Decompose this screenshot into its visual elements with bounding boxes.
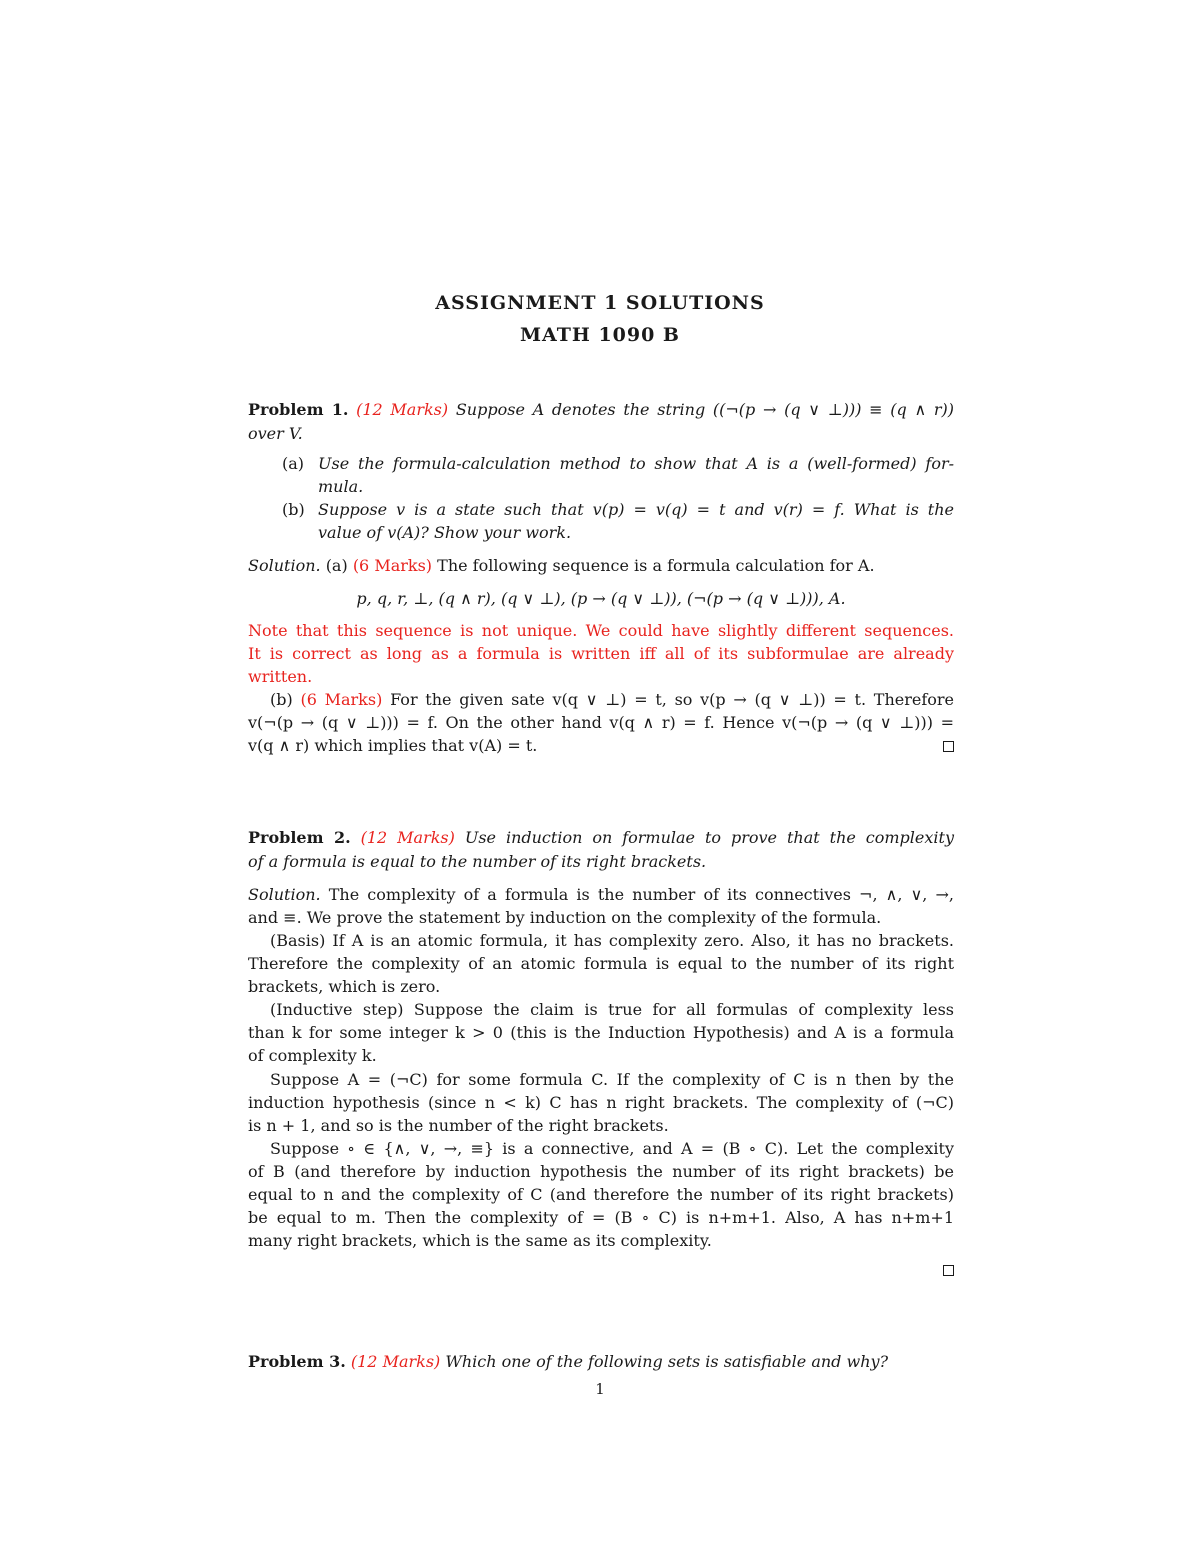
solution-label: Solution. bbox=[248, 556, 321, 575]
qed-square-icon bbox=[943, 1265, 954, 1276]
inductive-line-1: (Inductive step) Suppose the claim is true for all formulas of complexity less bbox=[270, 1000, 954, 1019]
part-a-line-1: Use the formula-calculation method to show that A is a (well-formed) for- bbox=[318, 454, 954, 473]
solution-label: Solution. bbox=[248, 885, 321, 904]
part-b-line-1: Suppose v is a state such that v(p) = v(q) = t and v(r) = f. What is the bbox=[318, 500, 954, 519]
problem-1-statement: Suppose A denotes the string ((¬(p → (q ∨ ⊥))) ≡ (q ∧ r)) bbox=[455, 400, 954, 419]
solution-2-text: The complexity of a formula is the number of its connectives ¬, ∧, ∨, →, bbox=[328, 885, 954, 904]
basis-line-3: brackets, which is zero. bbox=[248, 977, 441, 996]
negation-case-line-1: Suppose A = (¬C) for some formula C. If the complexity of C is n then by the bbox=[270, 1070, 954, 1089]
negation-case-line-2: induction hypothesis (since n < k) C has n right brackets. The complexity of (¬C) bbox=[248, 1093, 954, 1112]
solution-part-b-line-1 bbox=[248, 690, 954, 709]
problem-2-statement-line-2: of a formula is equal to the number of its right brackets. bbox=[248, 852, 707, 871]
solution-part-b-label: (b) bbox=[270, 690, 293, 709]
part-b-line-2: value of v(A)? Show your work. bbox=[318, 523, 572, 542]
solution-part-a-marks: (6 Marks) bbox=[352, 556, 433, 575]
problem-3-marks: (12 Marks) bbox=[350, 1352, 441, 1371]
problem-2-marks: (12 Marks) bbox=[360, 828, 455, 847]
problem-2-label: Problem 2. bbox=[248, 828, 351, 847]
solution-part-b-text: For the given sate v(q ∨ ⊥) = t, so v(p → (q ∨ ⊥)) = t. Therefore bbox=[390, 690, 955, 709]
note-line-2: It is correct as long as a formula is written iff all of its subformulae are already bbox=[248, 644, 954, 663]
solution-2-line-2: and ≡. We prove the statement by induction on the complexity of the formula. bbox=[248, 908, 882, 927]
negation-case-line-3: is n + 1, and so is the number of the right brackets. bbox=[248, 1116, 669, 1135]
part-b-label: (b) bbox=[282, 500, 305, 519]
solution-part-a-label: (a) bbox=[325, 556, 348, 575]
problem-3-statement bbox=[248, 1352, 954, 1371]
formula-sequence: p, q, r, ⊥, (q ∧ r), (q ∨ ⊥), (p → (q ∨ ⊥)), (¬(p → (q ∨ ⊥))), A. bbox=[356, 589, 846, 608]
solution-part-b-marks: (6 Marks) bbox=[300, 690, 383, 709]
problem-3-text: Which one of the following sets is satisfiable and why? bbox=[445, 1352, 889, 1371]
binary-case-line-4: be equal to m. Then the complexity of = (B ∘ C) is n+m+1. Also, A has n+m+1 bbox=[248, 1208, 954, 1227]
solution-part-a-text: The following sequence is a formula calculation for A. bbox=[437, 556, 875, 575]
problem-2-statement-line-1 bbox=[248, 828, 954, 847]
part-a-label: (a) bbox=[282, 454, 305, 473]
problem-1 bbox=[248, 400, 954, 760]
problem-2-statement: Use induction on formulae to prove that the complexity bbox=[464, 828, 954, 847]
problem-1-marks: (12 Marks) bbox=[356, 400, 449, 419]
solution-2-line-1 bbox=[248, 885, 954, 904]
binary-case-line-3: equal to n and the complexity of C (and therefore the number of its right brackets) bbox=[248, 1185, 954, 1204]
part-a-line-2: mula. bbox=[318, 477, 364, 496]
inductive-line-3: of complexity k. bbox=[248, 1046, 377, 1065]
binary-case-line-5: many right brackets, which is the same as its complexity. bbox=[248, 1231, 712, 1250]
note-line-3: written. bbox=[248, 667, 313, 686]
inductive-line-2: than k for some integer k > 0 (this is the Induction Hypothesis) and A is a formula bbox=[248, 1023, 954, 1042]
basis-line-1: (Basis) If A is an atomic formula, it has complexity zero. Also, it has no brackets. bbox=[270, 931, 954, 950]
qed-square-icon bbox=[943, 741, 954, 752]
problem-2 bbox=[248, 828, 954, 1288]
solution-1-part-a bbox=[248, 556, 954, 575]
problem-1-label: Problem 1. bbox=[248, 400, 349, 419]
note-line-1: Note that this sequence is not unique. We could have slightly different sequences. bbox=[248, 621, 954, 640]
binary-case-line-2: of B (and therefore by induction hypothesis the number of its right brackets) be bbox=[248, 1162, 954, 1181]
document-title: ASSIGNMENT 1 SOLUTIONS bbox=[435, 292, 765, 314]
binary-case-line-1: Suppose ∘ ∈ {∧, ∨, →, ≡} is a connective, and A = (B ∘ C). Let the complexity bbox=[270, 1139, 954, 1158]
course-code: MATH 1090 B bbox=[520, 324, 680, 346]
problem-1-statement-line-1 bbox=[248, 400, 954, 419]
basis-line-2: Therefore the complexity of an atomic formula is equal to the number of its right bbox=[248, 954, 954, 973]
solution-part-b-line-3: v(q ∧ r) which implies that v(A) = t. bbox=[248, 736, 538, 755]
page-number: 1 bbox=[595, 1380, 605, 1398]
problem-3-label: Problem 3. bbox=[248, 1352, 346, 1371]
problem-1-statement-line-2: over V. bbox=[248, 424, 303, 443]
solution-part-b-line-2: v(¬(p → (q ∨ ⊥))) = f. On the other hand v(q ∧ r) = f. Hence v(¬(p → (q ∨ ⊥))) = bbox=[248, 713, 954, 732]
problem-3 bbox=[248, 1352, 954, 1382]
